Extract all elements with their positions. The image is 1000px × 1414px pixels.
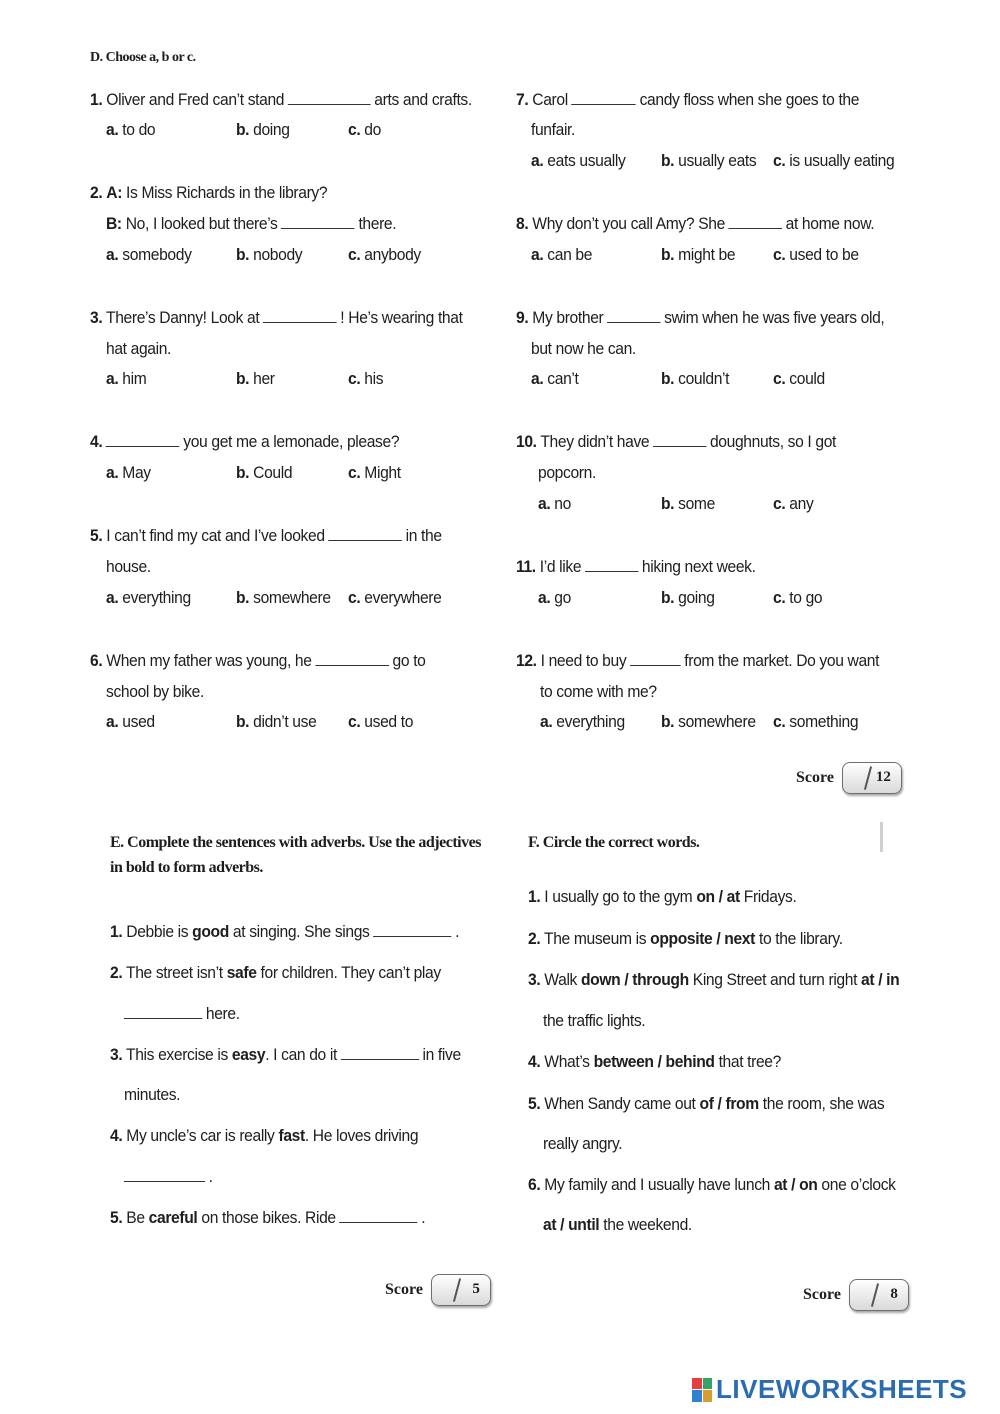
choice-pair[interactable]: down / through — [580, 970, 689, 989]
answer-blank[interactable] — [339, 1208, 417, 1223]
option-b[interactable]: b. Could — [236, 463, 293, 482]
question-7-line-2: funfair. — [531, 120, 576, 139]
choice-pair[interactable]: of / from — [699, 1094, 759, 1113]
section-e-title: E. Complete the sentences with adverbs. Use the adjectives — [110, 834, 481, 851]
choice-pair[interactable]: opposite / next — [650, 929, 755, 948]
option-a[interactable]: a. everything — [540, 712, 625, 731]
question-3: 3. There’s Danny! Look at ! He’s wearing that — [90, 308, 463, 327]
f-item-3: 3. Walk down / through King Street and turn right at / in — [528, 970, 900, 989]
f-item-6: 6. My family and I usually have lunch at / on one o’clock — [528, 1175, 896, 1194]
e-item-1: 1. Debbie is good at singing. She sings . — [110, 922, 460, 941]
e-item-3: 3. This exercise is easy. I can do it in five — [110, 1045, 461, 1064]
question-11: 11. I’d like hiking next week. — [516, 557, 756, 576]
option-b[interactable]: b. some — [661, 494, 715, 513]
score-box[interactable]: 8 — [849, 1279, 909, 1311]
option-a[interactable]: a. can be — [531, 245, 593, 264]
answer-blank[interactable] — [729, 214, 782, 229]
answer-blank[interactable] — [328, 526, 402, 541]
option-a[interactable]: a. used — [106, 712, 155, 731]
section-d-title: D. Choose a, b or c. — [90, 50, 196, 65]
option-c[interactable]: c. something — [773, 712, 859, 731]
question-10: 10. They didn’t have doughnuts, so I got — [516, 432, 837, 451]
answer-blank[interactable] — [607, 308, 660, 323]
option-a[interactable]: a. can’t — [531, 369, 579, 388]
answer-blank[interactable] — [281, 214, 355, 229]
option-a[interactable]: a. somebody — [106, 245, 192, 264]
option-c[interactable]: c. his — [348, 369, 384, 388]
question-6: 6. When my father was young, he go to — [90, 651, 426, 670]
question-9: 9. My brother swim when he was five years old, — [516, 308, 885, 327]
answer-blank[interactable] — [585, 557, 638, 572]
option-c[interactable]: c. anybody — [348, 245, 421, 264]
option-b[interactable]: b. somewhere — [236, 588, 331, 607]
f-item-1: 1. I usually go to the gym on / at Fridays. — [528, 887, 797, 906]
f-item-5-line-2: really angry. — [543, 1134, 623, 1153]
choice-pair[interactable]: at / on — [773, 1175, 818, 1194]
e-item-4: 4. My uncle’s car is really fast. He loves driving — [110, 1126, 419, 1145]
score-box[interactable]: 12 — [842, 762, 902, 794]
question-8: 8. Why don’t you call Amy? She at home now. — [516, 214, 875, 233]
option-a[interactable]: a. him — [106, 369, 147, 388]
option-b[interactable]: b. somewhere — [661, 712, 756, 731]
question-10-line-2: popcorn. — [538, 463, 596, 482]
score-f: Score 8 — [803, 1279, 909, 1311]
answer-blank[interactable] — [106, 432, 180, 447]
option-a[interactable]: a. everything — [106, 588, 191, 607]
option-c[interactable]: c. used to — [348, 712, 414, 731]
f-item-6-line-2: at / until the weekend. — [543, 1215, 692, 1234]
f-item-5: 5. When Sandy came out of / from the room, she was — [528, 1094, 885, 1113]
e-item-3-line-2: minutes. — [124, 1085, 181, 1104]
divider-mark — [880, 822, 883, 852]
choice-pair[interactable]: at / until — [543, 1215, 600, 1234]
option-a[interactable]: a. May — [106, 463, 151, 482]
score-box[interactable]: 5 — [431, 1274, 491, 1306]
section-f-title: F. Circle the correct words. — [528, 834, 700, 851]
answer-blank[interactable] — [373, 922, 451, 937]
answer-blank[interactable] — [653, 432, 706, 447]
option-c[interactable]: c. everywhere — [348, 588, 442, 607]
answer-blank[interactable] — [315, 651, 389, 666]
answer-blank[interactable] — [288, 90, 371, 105]
option-b[interactable]: b. usually eats — [661, 151, 757, 170]
option-c[interactable]: c. do — [348, 120, 381, 139]
option-b[interactable]: b. nobody — [236, 245, 303, 264]
f-item-2: 2. The museum is opposite / next to the library. — [528, 929, 843, 948]
f-item-4: 4. What’s between / behind that tree? — [528, 1052, 781, 1071]
question-1: 1. Oliver and Fred can’t stand arts and crafts. — [90, 90, 472, 109]
option-a[interactable]: a. to do — [106, 120, 156, 139]
question-12-line-2: to come with me? — [540, 682, 657, 701]
answer-blank[interactable] — [572, 90, 636, 105]
question-3-line-2: hat again. — [106, 339, 172, 358]
section-e-title-line-2: in bold to form adverbs. — [110, 859, 263, 876]
answer-blank[interactable] — [263, 308, 337, 323]
option-b[interactable]: b. couldn’t — [661, 369, 730, 388]
f-item-3-line-2: the traffic lights. — [543, 1011, 646, 1030]
e-item-4-line-2: . — [124, 1167, 213, 1187]
answer-blank[interactable] — [124, 1167, 205, 1182]
option-c[interactable]: c. used to be — [773, 245, 859, 264]
liveworksheets-logo[interactable] — [692, 1374, 967, 1405]
e-item-5: 5. Be careful on those bikes. Ride . — [110, 1208, 426, 1227]
question-4: 4. you get me a lemonade, please? — [90, 432, 400, 451]
option-b[interactable]: b. her — [236, 369, 275, 388]
answer-blank[interactable] — [124, 1004, 202, 1019]
option-c[interactable]: c. Might — [348, 463, 401, 482]
choice-pair[interactable]: at / in — [861, 970, 900, 989]
option-c[interactable]: c. could — [773, 369, 825, 388]
option-b[interactable]: b. didn’t use — [236, 712, 317, 731]
option-c[interactable]: c. is usually eating — [773, 151, 895, 170]
e-item-2: 2. The street isn’t safe for children. They can’t play — [110, 963, 441, 982]
e-item-2-line-2: here. — [124, 1004, 240, 1024]
question-9-line-2: but now he can. — [531, 339, 636, 358]
option-a[interactable]: a. eats usually — [531, 151, 626, 170]
option-b[interactable]: b. going — [661, 588, 715, 607]
option-b[interactable]: b. doing — [236, 120, 290, 139]
option-c[interactable]: c. to go — [773, 588, 823, 607]
choice-pair[interactable]: between / behind — [593, 1052, 715, 1071]
question-12: 12. I need to buy from the market. Do you want — [516, 651, 880, 670]
question-5: 5. I can’t find my cat and I’ve looked in the — [90, 526, 442, 545]
choice-pair[interactable]: on / at — [696, 887, 740, 906]
option-c[interactable]: c. any — [773, 494, 814, 513]
question-2: 2. A: Is Miss Richards in the library? — [90, 183, 328, 202]
question-5-line-2: house. — [106, 557, 151, 576]
logo-text: LIVEWORKSHEETS — [716, 1374, 968, 1404]
option-b[interactable]: b. might be — [661, 245, 736, 264]
question-2-line-2: B: No, I looked but there’s there. — [106, 214, 397, 233]
score-d: Score 12 — [796, 762, 902, 794]
score-e: Score 5 — [385, 1274, 491, 1306]
question-6-line-2: school by bike. — [106, 682, 204, 701]
answer-blank[interactable] — [341, 1045, 419, 1060]
answer-blank[interactable] — [630, 651, 681, 666]
option-a[interactable]: a. no — [538, 494, 571, 513]
logo-icon — [692, 1378, 712, 1402]
question-7: 7. Carol candy floss when she goes to the — [516, 90, 860, 109]
option-a[interactable]: a. go — [538, 588, 571, 607]
